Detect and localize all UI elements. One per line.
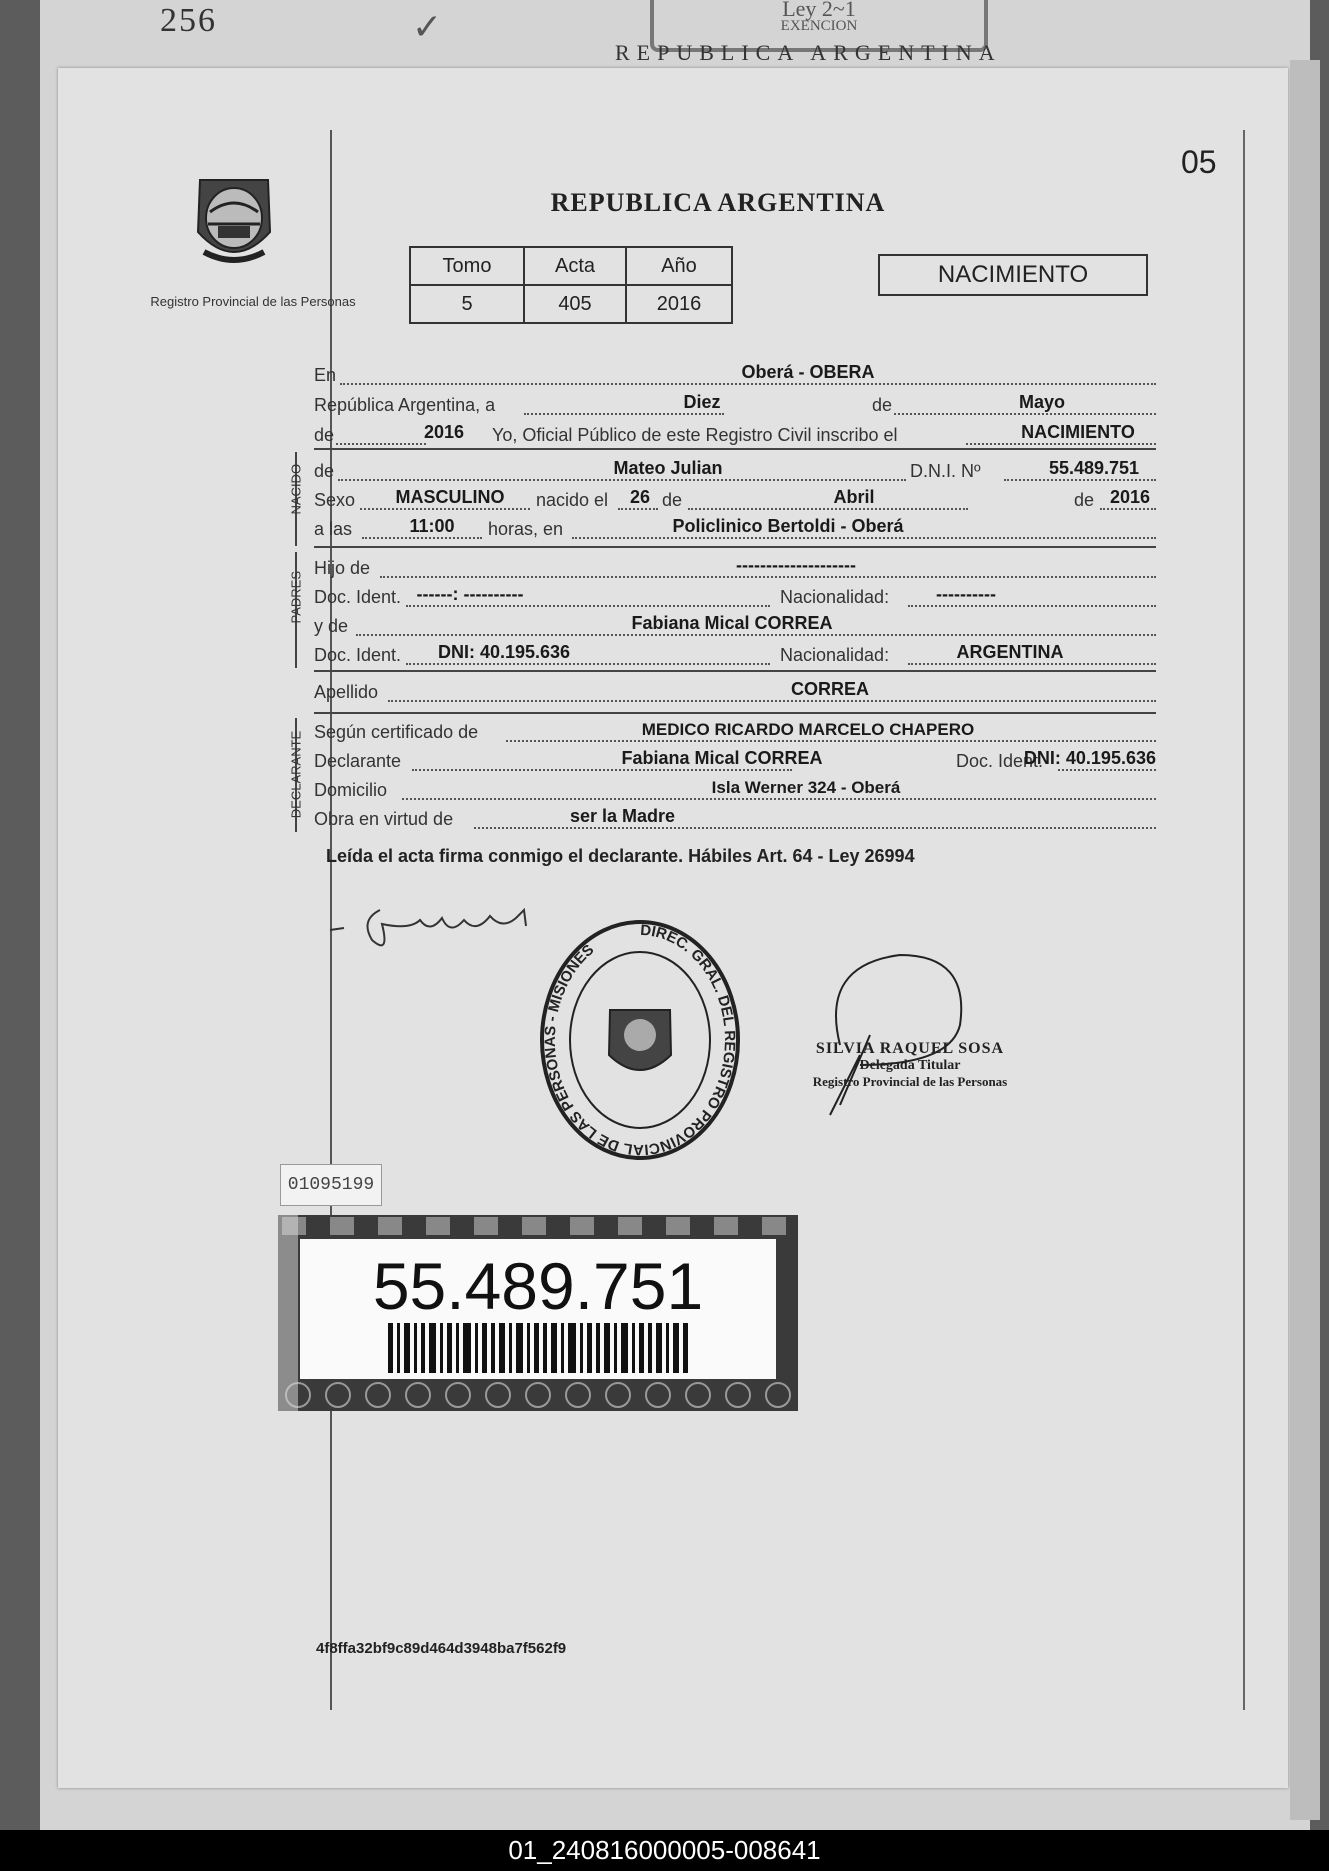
value-mother-name: Fabiana Mical CORREA	[631, 613, 833, 633]
value-mother-doc: DNI: 40.195.636	[437, 642, 571, 662]
value-year: 2016	[423, 422, 465, 442]
dotted-line	[402, 798, 1156, 800]
dotted-line	[506, 740, 1156, 742]
page-number: 05	[1181, 144, 1217, 180]
dotted-line	[1058, 769, 1156, 771]
seal-text: DIREC. GRAL. DEL REGISTRO PROVINCIAL DE LAS PERSONAS - MISIONES	[541, 921, 739, 1159]
divider	[314, 448, 1156, 450]
dotted-line	[340, 383, 1156, 385]
row-date	[314, 394, 1156, 418]
row-address	[314, 779, 1156, 803]
label-nationality: Nacionalidad:	[780, 645, 890, 665]
label-declarant: Declarante	[314, 751, 402, 771]
dotted-line	[572, 537, 1156, 539]
section-label-declarant: DECLARANTE	[288, 730, 304, 819]
label-de: de	[872, 395, 893, 415]
cell-acta: 405	[524, 285, 626, 323]
value-surname: CORREA	[790, 679, 870, 699]
dotted-line	[474, 827, 1156, 829]
label-de: de	[662, 490, 683, 510]
dotted-line	[360, 508, 530, 510]
dni-number-large: 55.489.751	[372, 1249, 704, 1323]
divider	[314, 712, 1156, 714]
label-time: a las	[314, 519, 353, 539]
check-mark-icon: ✓	[412, 6, 443, 47]
value-address: Isla Werner 324 - Oberá	[711, 778, 901, 797]
value-inscribes: NACIMIENTO	[1021, 422, 1135, 442]
value-virtue: ser la Madre	[570, 806, 676, 826]
label-de: de	[314, 425, 335, 445]
col-header-acta: Acta	[524, 247, 626, 285]
row-virtue	[314, 808, 1156, 832]
dotted-line	[1100, 508, 1156, 510]
dotted-line	[388, 700, 1156, 702]
label-surname: Apellido	[314, 682, 379, 702]
label-de: de	[314, 461, 335, 481]
label-dni: D.N.I. Nº	[910, 461, 981, 481]
dotted-line	[380, 576, 1156, 578]
value-declarant-doc: DNI: 40.195.636	[1023, 748, 1156, 768]
value-certificate: MEDICO RICARDO MARCELO CHAPERO	[641, 720, 975, 739]
dotted-line	[362, 537, 482, 539]
underlying-page-number: 256	[160, 2, 217, 39]
dotted-line	[908, 663, 1156, 665]
label-and-of: y de	[314, 616, 349, 636]
value-declarant-name: Fabiana Mical CORREA	[621, 748, 823, 768]
dotted-line	[618, 508, 658, 510]
dotted-line	[412, 769, 792, 771]
value-father-name: --------------------	[736, 555, 856, 575]
label-doc: Doc. Ident.	[956, 751, 1044, 771]
divider	[314, 670, 1156, 672]
label-sex: Sexo	[314, 490, 356, 510]
label-born: nacido el	[536, 490, 609, 510]
registrar-name: SILVIA RAQUEL SOSA	[815, 1040, 1005, 1057]
value-birth-place: Policlinico Bertoldi - Oberá	[672, 516, 904, 536]
document-hash: 4f8ffa32bf9c89d464d3948ba7f562f9	[316, 1640, 567, 1657]
dotted-line	[966, 443, 1156, 445]
dotted-line	[336, 443, 426, 445]
dotted-line	[406, 663, 770, 665]
act-type-box: NACIMIENTO	[878, 254, 1148, 296]
value-mother-nat: ARGENTINA	[956, 642, 1064, 662]
value-child-name: Mateo Julian	[613, 458, 723, 478]
label-doc: Doc. Ident.	[314, 587, 402, 607]
label-child-of: Hijo de	[314, 558, 371, 578]
dotted-line	[338, 479, 906, 481]
value-father-nat: ----------	[936, 584, 996, 604]
row-certificate	[314, 721, 1156, 745]
label-de: de	[1074, 490, 1095, 510]
row-surname	[314, 681, 1156, 705]
value-birth-year: 2016	[1109, 487, 1151, 507]
col-header-tomo: Tomo	[410, 247, 524, 285]
dni-barcode-label	[278, 1215, 798, 1411]
registry-table	[409, 246, 733, 324]
row-father	[314, 557, 1156, 581]
value-birth-month: Abril	[833, 487, 875, 507]
registry-seal	[535, 915, 745, 1165]
dotted-line	[356, 634, 1156, 636]
stamp-text: Ley 2~1	[782, 0, 856, 21]
row-mother-doc	[314, 644, 1156, 668]
registrar-role: Delegada Titular	[859, 1058, 961, 1073]
value-time: 11:00	[409, 516, 455, 536]
dotted-line	[524, 413, 724, 415]
value-day: Diez	[683, 392, 721, 412]
dotted-line	[894, 413, 1156, 415]
label-en: En	[314, 365, 337, 385]
closing-statement: Leída el acta firma conmigo el declarante. Hábiles Art. 64 - Ley 26994	[326, 846, 915, 866]
label-republic: República Argentina, a	[314, 395, 496, 415]
barcode-panel	[300, 1239, 776, 1379]
declarant-signature	[320, 890, 550, 970]
label-registrar: Yo, Oficial Público de este Registro Civil inscribo el	[492, 425, 898, 445]
document-title: REPUBLICA ARGENTINA	[550, 188, 886, 217]
row-inscription	[314, 424, 1156, 448]
dotted-line	[1004, 479, 1156, 481]
section-label-parents: PADRES	[288, 571, 304, 624]
row-child-sex	[314, 489, 1156, 513]
control-number-label: 01095199	[280, 1164, 382, 1206]
divider	[314, 546, 1156, 548]
dotted-line	[908, 605, 1156, 607]
dotted-line	[406, 605, 770, 607]
label-birthplace: horas, en	[488, 519, 564, 539]
row-place	[314, 364, 1156, 388]
label-doc: Doc. Ident.	[314, 645, 402, 665]
row-father-doc	[314, 586, 1156, 610]
row-mother	[314, 615, 1156, 639]
label-certificate: Según certificado de	[314, 722, 479, 742]
section-label-born: NACIDO	[288, 463, 304, 515]
col-header-year: Año	[626, 247, 732, 285]
registrar-org: Registro Provincial de las Personas	[812, 1074, 1008, 1089]
value-sex: MASCULINO	[395, 487, 505, 507]
value-birth-day: 26	[629, 487, 651, 507]
barcode	[388, 1323, 688, 1373]
dotted-line	[688, 508, 968, 510]
row-child-name	[314, 460, 1156, 484]
right-margin-line	[1243, 130, 1245, 1710]
row-child-time	[314, 518, 1156, 542]
label-nationality: Nacionalidad:	[780, 587, 890, 607]
stamp-sub: EXENCION	[780, 18, 858, 34]
registrar-signature	[800, 945, 990, 1125]
value-month: Mayo	[1018, 392, 1066, 412]
cell-tomo: 5	[410, 285, 524, 323]
underlying-header: REPUBLICA ARGENTINA	[615, 40, 1002, 65]
row-declarant	[314, 750, 1156, 774]
value-place: Oberá - OBERA	[741, 362, 875, 382]
value-father-doc: ------: ----------	[416, 584, 524, 604]
label-address: Domicilio	[314, 780, 388, 800]
province-crest-logo	[190, 172, 278, 272]
value-child-dni: 55.489.751	[1048, 458, 1140, 478]
binder-edge	[1290, 60, 1320, 1820]
registrar-block	[780, 1040, 1040, 1090]
label-virtue: Obra en virtud de	[314, 809, 454, 829]
cell-year: 2016	[626, 285, 732, 323]
registry-label: Registro Provincial de las Personas	[150, 294, 356, 309]
scan-id-footer: 01_240816000005-008641	[0, 1830, 1329, 1871]
